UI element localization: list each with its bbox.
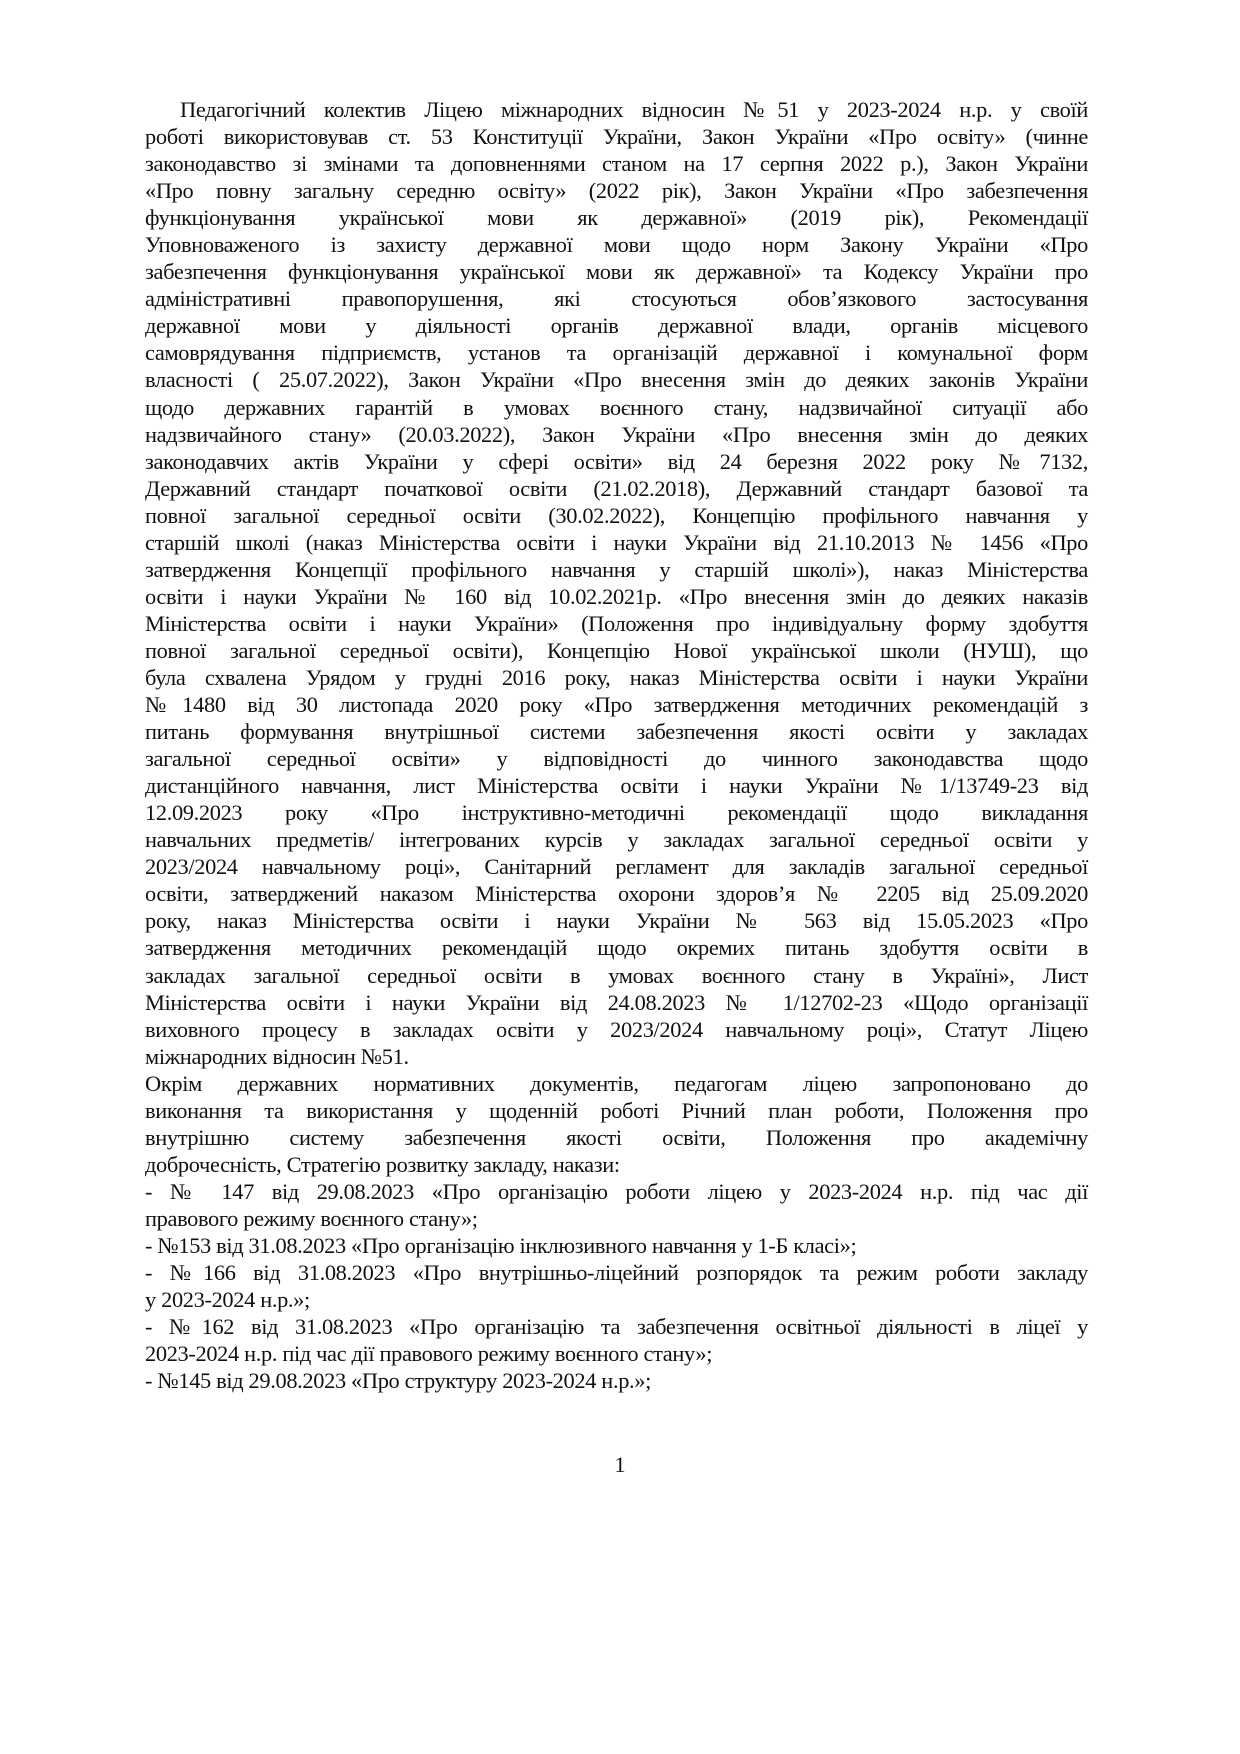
text-line: була схвалена Урядом у грудні 2016 року, наказ Міністерства освіти і науки України	[145, 664, 1088, 690]
text-line: самоврядування підприємств, установ та організацій державної і комунальної форм	[145, 340, 1088, 366]
text-line: - №153 від 31.08.2023 «Про організацію інклюзивного навчання у 1-Б класі»;	[145, 1232, 857, 1258]
text-line: року, наказ Міністерства освіти і науки України № 563 від 15.05.2023 «Про	[145, 908, 1088, 934]
text-line: адміністративні правопорушення, які стосуються обов’язкового застосування	[145, 286, 1088, 312]
text-line: - №162 від 31.08.2023 «Про організацію та забезпечення освітньої діяльності в ліцеї у	[145, 1314, 1088, 1340]
text-line: №1480 від 30 листопада 2020 року «Про затвердження методичних рекомендацій з	[145, 692, 1088, 718]
text-line: 2023/2024 навчальному році», Санітарний регламент для закладів загальної середньої	[145, 854, 1088, 880]
text-line: доброчесність, Стратегію розвитку закладу, накази:	[145, 1151, 620, 1177]
text-line: Уповноваженого із захисту державної мови щодо норм Закону України «Про	[145, 232, 1088, 258]
text-line: загальної середньої освіти» у відповідності до чинного законодавства щодо	[145, 746, 1088, 772]
text-line: 12.09.2023 року «Про інструктивно-методичні рекомендації щодо викладання	[145, 800, 1088, 826]
text-line: Окрім державних нормативних документів, педагогам ліцею запропоновано до	[145, 1070, 1088, 1096]
text-line: закладах загальної середньої освіти в умовах воєнного стану в Україні», Лист	[145, 962, 1088, 988]
text-line: освіти і науки України № 160 від 10.02.2021р. «Про внесення змін до деяких наказів	[145, 583, 1088, 609]
text-line: - №166 від 31.08.2023 «Про внутрішньо-ліцейний розпорядок та режим роботи закладу	[145, 1260, 1088, 1286]
order-list-item	[145, 1313, 1088, 1367]
text-line: «Про повну загальну середню освіту» (2022 рік), Закон України «Про забезпечення	[145, 178, 1088, 204]
text-line: забезпечення функціонування української мови як державної» та Кодексу України про	[145, 259, 1088, 285]
text-line: у 2023-2024 н.р.»;	[145, 1287, 310, 1313]
text-line: - № 147 від 29.08.2023 «Про організацію роботи ліцею у 2023-2024 н.р. під час дії	[145, 1178, 1088, 1204]
text-line: надзвичайного стану» (20.03.2022), Закон України «Про внесення змін до деяких	[145, 421, 1088, 447]
text-line: дистанційного навчання, лист Міністерства освіти і науки України №1/13749-23 від	[145, 773, 1088, 799]
text-line: законодавство зі змінами та доповненнями станом на 17 серпня 2022 р.), Закон України	[145, 151, 1088, 177]
text-line: роботі використовував ст. 53 Конституції України, Закон України «Про освіту» (чинне	[145, 124, 1088, 150]
text-line: правового режиму воєнного стану»;	[145, 1205, 478, 1231]
intro-paragraph	[145, 96, 1088, 1070]
text-line: функціонування української мови як державної» (2019 рік), Рекомендації	[145, 205, 1088, 231]
text-line: Педагогічний колектив Ліцею міжнародних відносин №51 у 2023-2024 н.р. у своїй	[180, 97, 1088, 122]
text-line: законодавчих актів України у сфері освіти» від 24 березня 2022 року №7132,	[145, 448, 1088, 474]
text-line: затвердження методичних рекомендацій щодо окремих питань здобуття освіти в	[145, 935, 1088, 961]
text-line: - №145 від 29.08.2023 «Про структуру 2023-2024 н.р.»;	[145, 1368, 652, 1394]
text-line: виховного процесу в закладах освіти у 2023/2024 навчальному році», Статут Ліцею	[145, 1016, 1088, 1042]
text-line: повної загальної середньої освіти), Концепцію Нової української школи (НУШ), що	[145, 637, 1088, 663]
text-line: повної загальної середньої освіти (30.02.2022), Концепцію профільного навчання у	[145, 502, 1088, 528]
additional-documents-paragraph	[145, 1070, 1088, 1178]
document-body	[145, 96, 1088, 1394]
order-list-item	[145, 1178, 1088, 1232]
text-line: Міністерства освіти і науки України» (Положення про індивідуальну форму здобуття	[145, 610, 1088, 636]
text-line: 2023-2024 н.р. під час дії правового режиму воєнного стану»;	[145, 1341, 713, 1367]
order-list-item	[145, 1232, 1088, 1259]
text-line: виконання та використання у щоденній роботі Річний план роботи, Положення про	[145, 1097, 1088, 1123]
text-line: власності ( 25.07.2022), Закон України «Про внесення змін до деяких законів України	[145, 367, 1088, 393]
text-line: освіти, затверджений наказом Міністерства охорони здоров’я № 2205 від 25.09.2020	[145, 881, 1088, 907]
text-line: старшій школі (наказ Міністерства освіти і науки України від 21.10.2013 № 1456 «Про	[145, 529, 1088, 555]
text-line: державної мови у діяльності органів державної влади, органів місцевого	[145, 313, 1088, 339]
text-line: Державний стандарт початкової освіти (21.02.2018), Державний стандарт базової та	[145, 475, 1088, 501]
text-line: питань формування внутрішньої системи забезпечення якості освіти у закладах	[145, 719, 1088, 745]
text-line: затвердження Концепції профільного навчання у старшій школі»), наказ Міністерства	[145, 556, 1088, 582]
text-line: Міністерства освіти і науки України від 24.08.2023 № 1/12702-23 «Щодо організації	[145, 989, 1088, 1015]
order-list-item	[145, 1259, 1088, 1313]
text-line: міжнародних відносин №51.	[145, 1043, 409, 1069]
text-line: навчальних предметів/ інтегрованих курсів у закладах загальної середньої освіти у	[145, 827, 1088, 853]
text-line: внутрішню систему забезпечення якості освіти, Положення про академічну	[145, 1124, 1088, 1150]
page-number: 1	[614, 1452, 626, 1477]
order-list-item	[145, 1367, 1088, 1394]
text-line: щодо державних гарантій в умовах воєнного стану, надзвичайної ситуації або	[145, 394, 1088, 420]
